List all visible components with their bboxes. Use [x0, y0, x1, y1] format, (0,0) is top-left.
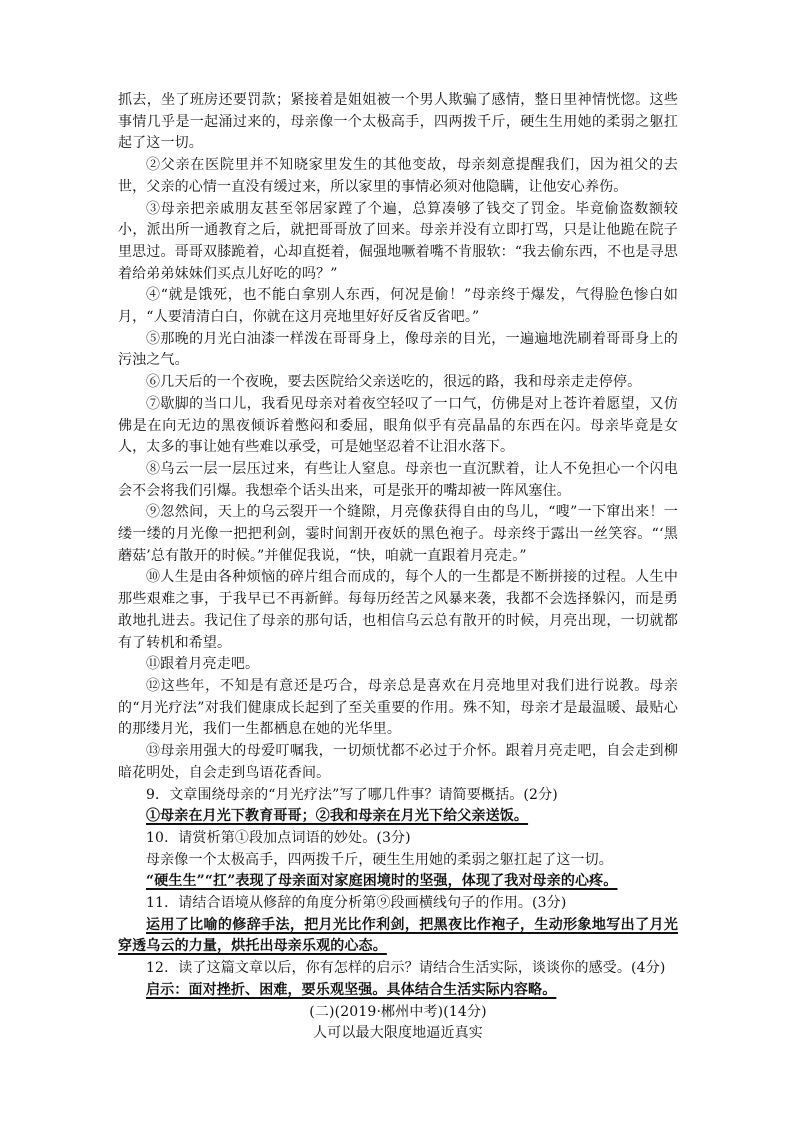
paragraph-5: ⑤那晚的月光白油漆一样泼在哥哥身上，像母亲的目光，一遍遍地洗刷着哥哥身上的污浊之气。	[118, 330, 678, 369]
paragraph-8: ⑧乌云一层一层压过来，有些让人窒息。母亲也一直沉默着，让人不免担心一个闪电会不会将我们引爆。我想牵个话头出来，可是张开的嘴却被一阵风塞住。	[118, 460, 678, 499]
answer-10: “硬生生”“扛”表现了母亲面对家庭困境时的坚强，体现了我对母亲的心疼。	[146, 873, 618, 890]
question-12: 12．读了这篇文章以后，你有怎样的启示？请结合生活实际，谈谈你的感受。(4分)	[146, 960, 666, 977]
answer-11: 运用了比喻的修辞手法，把月光比作利剑，把黑夜比作袍子，生动形象地写出了月光穿透乌云的力量，烘托出母亲乐观的心态。	[118, 916, 678, 955]
paragraph-11: ⑪跟着月亮走吧。	[146, 656, 260, 673]
paragraph-6: ⑥几天后的一个夜晚，要去医院给父亲送吃的，很远的路，我和母亲走走停停。	[146, 374, 642, 391]
paragraph-2: ②父亲在医院里并不知晓家里发生的其他变故，母亲刻意提醒我们，因为祖父的去世，父亲的心情一直没有缓过来，所以家里的事情必须对他隐瞒，让他安心养伤。	[118, 157, 678, 195]
paragraph-9: ⑨忽然间，天上的乌云裂开一个缝隙，月亮像获得自由的鸟儿，“嗖”一下窜出来！一缕一缕的月光像一把把利剑，霎时间割开夜妖的黑色袍子。母亲终于露出一丝笑容。“‘黑蘑菇’总有散开的时候。”并催促我说，“快，咱就一直跟着月亮走。”	[118, 504, 678, 564]
question-10-quote: 母亲像一个太极高手，四两拨千斤，硬生生用她的柔弱之躯扛起了这一切。	[146, 851, 613, 868]
paragraph-1-continued: 抓去，坐了班房还要罚款；紧接着是姐姐被一个男人欺骗了感情，整日里神情恍惚。这些事情几乎是一起涌过来的，母亲像一个太极高手，四两拨千斤，硬生生用她的柔弱之躯扛起了这一切。	[118, 92, 678, 152]
paragraph-12: ⑫这些年，不知是有意还是巧合，母亲总是喜欢在月亮地里对我们进行说教。母亲的“月光疗法”对我们健康成长起到了至关重要的作用。殊不知，母亲才是最温暖、最贴心的那缕月光，我们一生都栖息在她的光华里。	[118, 677, 678, 738]
paragraph-4: ④“就是饿死，也不能白拿别人东西，何况是偷！”母亲终于爆发，气得脸色惨白如月，“人要清清白白，你就在这月亮地里好好反省反省吧。”	[118, 287, 678, 326]
section-title: 人可以最大限度地逼近真实	[313, 1025, 483, 1042]
section-heading: (二)(2019·郴州中考)(14分)	[309, 1003, 487, 1020]
paragraph-7: ⑦歇脚的当口儿，我看见母亲对着夜空轻叹了一口气，仿佛是对上苍许着愿望，又仿佛是在向无边的黑夜倾诉着憋闷和委屈，眼角似乎有亮晶晶的东西在闪。母亲毕竟是女人，太多的事让她有些难以承受，可是她坚忍着不让泪水落下。	[118, 395, 678, 456]
paragraph-3: ③母亲把亲戚朋友甚至邻居家蹚了个遍，总算凑够了钱交了罚金。毕竟偷盗数额较小，派出所一通教育之后，就把哥哥放了回来。母亲并没有立即打骂，只是让他跪在院子里思过。哥哥双膝跪着，心却直挺着，倔强地噘着嘴不肯服软：“我去偷东西，不也是寻思着给弟弟妹妹们买点儿好吃的吗？”	[118, 200, 678, 282]
question-9: 9．文章围绕母亲的“月光疗法”写了哪几件事？请简要概括。(2分)	[146, 786, 558, 803]
answer-9: ①母亲在月光下教育哥哥；②我和母亲在月光下给父亲送饭。	[146, 808, 529, 825]
document-page	[118, 90, 678, 1045]
question-10: 10．请赏析第①段加点词语的妙处。(3分)	[146, 829, 411, 846]
question-11: 11．请结合语境从修辞的角度分析第⑨段画横线句子的作用。(3分)	[146, 895, 567, 912]
paragraph-13: ⑬母亲用强大的母爱叮嘱我，一切烦忧都不必过于介怀。跟着月亮走吧，自会走到柳暗花明处，自会走到鸟语花香间。	[118, 743, 678, 781]
answer-12: 启示：面对挫折、困难，要乐观坚强。具体结合生活实际内容略。	[146, 981, 557, 998]
paragraph-10: ⑩人生是由各种烦恼的碎片组合而成的，每个人的一生都是不断拼接的过程。人生中那些艰难之事，于我早已不再新鲜。每每历经苦之风暴来袭，我都不会选择躲闪，而是勇敢地扎进去。我记住了母亲的那句话，也相信乌云总有散开的时候，月亮出现，一切就都有了转机和希望。	[118, 569, 678, 651]
